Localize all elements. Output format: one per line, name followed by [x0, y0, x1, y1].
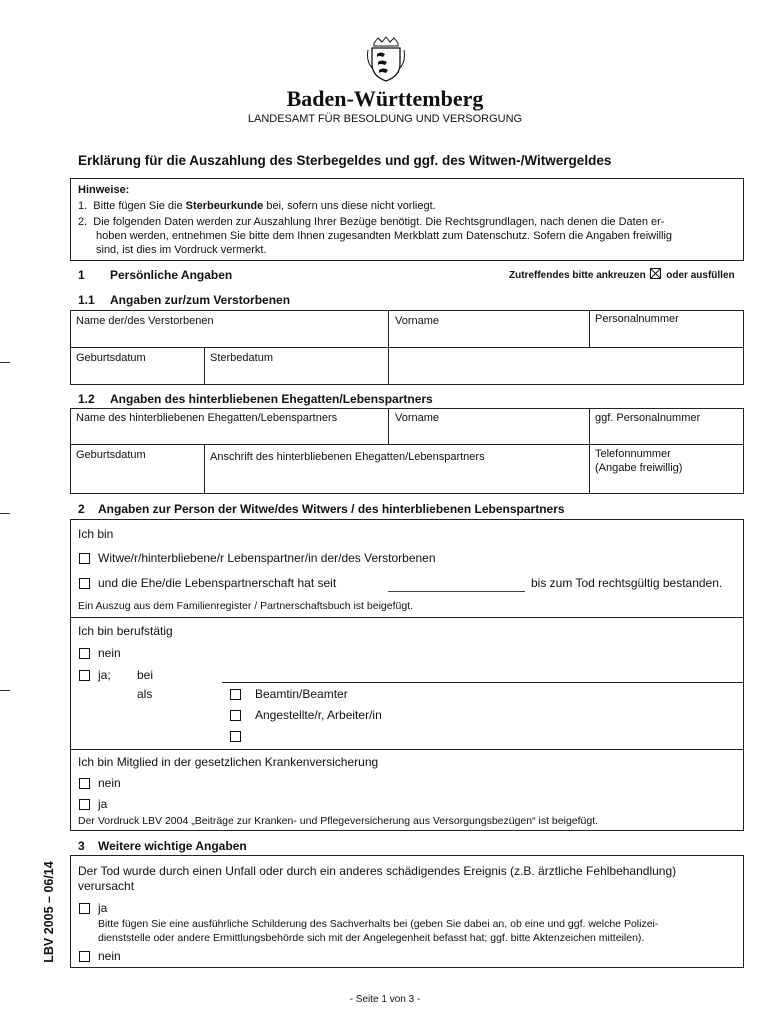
unfall-ja-label: ja [98, 901, 108, 915]
angestellte-label: Angestellte/r, Arbeiter/in [255, 708, 382, 722]
survivor-phone-field[interactable]: Telefonnummer [595, 448, 671, 460]
section-1-2-title: Angaben des hinterbliebenen Ehegatten/Lebenspartners [110, 392, 433, 406]
kv-nein-checkbox[interactable] [79, 778, 90, 789]
unfall-nein-label: nein [98, 949, 121, 963]
section-2-number: 2 [78, 502, 85, 516]
beamtin-checkbox[interactable] [230, 689, 241, 700]
witwe-label: Witwe/r/hinterbliebene/r Lebenspartner/in der/des Verstorbenen [98, 551, 436, 565]
section-1-instruction [509, 268, 735, 281]
state-name: Baden-Württemberg [286, 86, 484, 111]
survivor-address-field[interactable]: Anschrift des hinterbliebenen Ehegatten/Lebenspartners [210, 451, 485, 463]
other-occupation-checkbox[interactable] [230, 731, 241, 742]
section-1-number: 1 [78, 268, 85, 282]
ich-bin-label: Ich bin [78, 527, 114, 541]
survivor-personnel-number-field[interactable]: ggf. Personalnummer [595, 412, 701, 424]
ehe-label: und die Ehe/die Lebenspartnerschaft hat seit [98, 576, 337, 590]
deceased-personnel-number-field[interactable]: Personalnummer [595, 313, 679, 325]
survivor-phone-hint: (Angabe freiwillig) [595, 462, 683, 474]
fold-mark [0, 362, 10, 363]
survivor-firstname-field[interactable]: Vorname [395, 412, 440, 424]
section-1-1-number: 1.1 [78, 293, 95, 307]
section-1-title: Persönliche Angaben [110, 268, 233, 282]
agency-name: LANDESAMT FÜR BESOLDUNG UND VERSORGUNG [247, 113, 523, 125]
unfall-question-line-1: Der Tod wurde durch einen Unfall oder durch ein anderes schädigendes Ereignis (z.B. ärztliche Fehlbehandlung) [78, 864, 677, 878]
deceased-firstname-field[interactable]: Vorname [395, 315, 440, 327]
unfall-ja-checkbox[interactable] [79, 903, 90, 914]
ehe-suffix-label: bis zum Tod rechtsgültig bestanden. [531, 576, 723, 590]
instruction-suffix: oder ausfüllen [666, 270, 735, 281]
baden-wuerttemberg-crest-icon [366, 36, 406, 82]
unfall-nein-checkbox[interactable] [79, 951, 90, 962]
section-1-1-title: Angaben zur/zum Verstorbenen [110, 293, 291, 307]
section-2-title: Angaben zur Person der Witwe/des Witwers / des hinterbliebenen Lebenspartners [98, 502, 565, 516]
kv-question: Ich bin Mitglied in der gesetzlichen Krankenversicherung [78, 755, 379, 769]
deceased-birthdate-field[interactable]: Geburtsdatum [76, 352, 146, 364]
unfall-question-line-2: verursacht [78, 879, 135, 893]
beamtin-label: Beamtin/Beamter [255, 687, 348, 701]
section-3-title: Weitere wichtige Angaben [98, 839, 247, 853]
hinweise-item-1-prefix: 1. Bitte fügen Sie die [78, 200, 186, 212]
form-code-vertical: LBV 2005 – 06/14 [42, 861, 56, 963]
checked-box-icon [650, 268, 661, 279]
fold-mark [0, 513, 10, 514]
angestellte-checkbox[interactable] [230, 710, 241, 721]
form-title: Erklärung für die Auszahlung des Sterbegeldes und ggf. des Witwen-/Witwergeldes [78, 153, 612, 168]
survivor-name-field[interactable]: Name des hinterbliebenen Ehegatten/Lebenspartners [76, 412, 338, 424]
berufstaetig-nein-checkbox[interactable] [79, 648, 90, 659]
ehe-checkbox[interactable] [79, 578, 90, 589]
berufstaetig-label: Ich bin berufstätig [78, 624, 173, 638]
kv-ja-checkbox[interactable] [79, 799, 90, 810]
deceased-deathdate-field[interactable]: Sterbedatum [210, 352, 273, 364]
unfall-ja-note-line-2: dienststelle oder andere Ermittlungsbehörde sich mit der Angelegenheit befasst hat; ggf. bitte Aktenzeichen mitteilen). [98, 932, 645, 944]
fold-mark [0, 690, 10, 691]
ehe-since-date-field[interactable] [388, 591, 525, 592]
deceased-name-field[interactable]: Name der/des Verstorbenen [76, 315, 214, 327]
employer-field[interactable] [160, 664, 740, 680]
bei-label: bei [137, 668, 154, 682]
als-label: als [137, 687, 153, 701]
berufstaetig-ja-label: ja; [98, 668, 111, 682]
hinweise-item-1-bold: Sterbeurkunde [185, 200, 264, 212]
hinweise-item-2-line-3: sind, ist dies im Vordruck vermerkt. [96, 244, 267, 256]
vordruck-note: Der Vordruck LBV 2004 „Beiträge zur Kranken- und Pflegeversicherung aus Versorgungsbezügen“ ist beigefügt. [78, 815, 599, 827]
survivor-birthdate-field[interactable]: Geburtsdatum [76, 449, 146, 461]
berufstaetig-nein-label: nein [98, 646, 121, 660]
kv-nein-label: nein [98, 776, 121, 790]
section-1-2-number: 1.2 [78, 392, 95, 406]
hinweise-item-1 [78, 200, 436, 212]
witwe-checkbox[interactable] [79, 553, 90, 564]
unfall-ja-note-line-1: Bitte fügen Sie eine ausführliche Schilderung des Sachverhalts bei (geben Sie dabei an, ob eine und ggf. welche Polizei- [98, 918, 659, 930]
page-number: - Seite 1 von 3 - [349, 994, 421, 1005]
section-3-number: 3 [78, 839, 85, 853]
berufstaetig-ja-checkbox[interactable] [79, 670, 90, 681]
hinweise-item-1-suffix: bei, sofern uns diese nicht vorliegt. [263, 200, 436, 212]
hinweise-item-2-line-1: 2. Die folgenden Daten werden zur Auszahlung Ihrer Bezüge benötigt. Die Rechtsgrundlagen, nach denen die Daten er- [78, 216, 665, 228]
hinweise-heading: Hinweise: [78, 184, 130, 196]
auszug-note: Ein Auszug aus dem Familienregister / Partnerschaftsbuch ist beigefügt. [78, 600, 414, 612]
instruction-prefix: Zutreffendes bitte ankreuzen [509, 270, 646, 281]
hinweise-item-2-line-2: hoben werden, entnehmen Sie bitte dem Ihnen zugesandten Merkblatt zum Datenschutz. Sofern die Angaben freiwillig [96, 230, 673, 242]
kv-ja-label: ja [98, 797, 108, 811]
